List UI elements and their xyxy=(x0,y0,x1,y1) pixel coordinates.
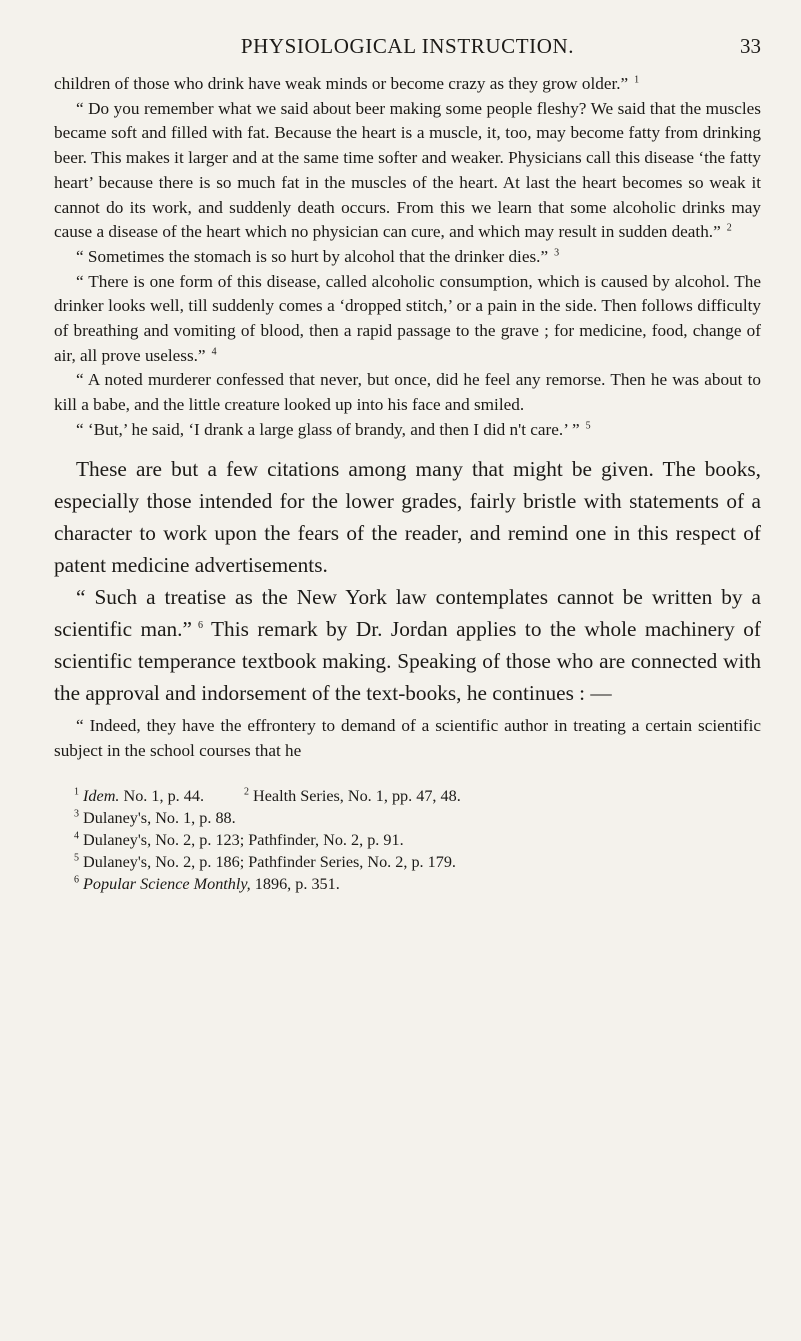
footnote-ref: 3 xyxy=(554,247,560,259)
quote-text: “ Sometimes the stomach is so hurt by alcohol that the drinker dies.” xyxy=(76,246,549,266)
footnote-row xyxy=(54,873,761,895)
quote-paragraph xyxy=(54,368,761,417)
quote-text: “ A noted murderer confessed that never, but once, did he feel any remorse. Then he was about to kill a babe, and the little creature looked up into his face and smiled. xyxy=(54,370,761,415)
body-paragraph xyxy=(54,581,761,709)
footnote-ref: 1 xyxy=(634,74,640,86)
footnote-ref: 2 xyxy=(726,222,732,234)
body-text-run: This remark by Dr. Jordan applies to the whole machinery of scientific temperance textbook making. Speaking of those who are connected with the approval and indorsement of the text-books, he continues : — xyxy=(54,616,761,705)
closing-quote xyxy=(54,713,761,763)
footnote-text: Dulaney's, No. 1, p. 88. xyxy=(83,808,236,827)
footnote-number: 3 xyxy=(74,808,79,820)
footnote-row xyxy=(54,851,761,873)
inline-quote: “ Such a treatise as the New York law contemplates cannot be written by a scientific man.” xyxy=(54,584,761,641)
quote-text: “ ‘But,’ he said, ‘I drank a large glass of brandy, and then I did n't care.’ ” xyxy=(76,419,580,439)
footnote-number: 1 xyxy=(74,786,79,798)
running-title: PHYSIOLOGICAL INSTRUCTION. xyxy=(240,34,575,58)
footnote-ref: 6 xyxy=(197,619,203,631)
footnote-number: 6 xyxy=(74,874,79,886)
footnote-row xyxy=(54,807,761,829)
quote-paragraph xyxy=(54,245,761,270)
footnote-number: 4 xyxy=(74,830,79,842)
body-text xyxy=(54,453,761,709)
footnote-text: Dulaney's, No. 2, p. 186; Pathfinder Series, No. 2, p. 179. xyxy=(83,852,456,871)
page-header xyxy=(54,34,761,72)
footnote-number: 2 xyxy=(244,786,249,798)
quote-paragraph: “ Indeed, they have the effrontery to demand of a scientific author in treating a certain scientific subject in the school courses that he xyxy=(54,715,761,760)
footnote-text: Dulaney's, No. 2, p. 123; Pathfinder, No. 2, p. 91. xyxy=(83,830,404,849)
footnote-source: Popular Science Monthly, xyxy=(83,874,251,893)
quote-paragraph xyxy=(54,72,761,97)
footnote-ref: 5 xyxy=(585,420,591,432)
quote-paragraph xyxy=(54,97,761,245)
quote-text: children of those who drink have weak minds or become crazy as they grow older.” xyxy=(54,74,629,93)
quote-text: “ There is one form of this disease, called alcoholic consumption, which is caused by alcohol. The drinker looks well, till suddenly comes a ‘dropped stitch,’ or a pain in the side. Then follows difficulty of breathing and vomiting of blood, then a rapid passage to the grave ; for medicine, food, change of air, all prove useless.” xyxy=(54,271,761,365)
quote-text: “ Do you remember what we said about beer making some people fleshy? We said that the muscles became soft and filled with fat. Because the heart is a muscle, it, too, may become fatty from drinking beer. This makes it larger and at the same time softer and weaker. Physicians call this disease ‘the fatty heart’ because there is so much fat in the muscles of the heart. At last the heart becomes so weak it cannot do its work, and suddenly death occurs. From this we learn that some alcoholic drinks may cause a disease of the heart which no physician can cure, and which may result in sudden death.” xyxy=(54,98,761,242)
footnote-row xyxy=(54,829,761,851)
quoted-citations xyxy=(54,72,761,443)
footnote-text: 1896, p. 351. xyxy=(254,874,340,893)
page-number: 33 xyxy=(740,34,761,58)
footnotes xyxy=(54,785,761,895)
quote-paragraph xyxy=(54,270,761,369)
footnote-source: Idem. xyxy=(83,786,120,805)
quote-paragraph xyxy=(54,418,761,443)
footnote-ref: 4 xyxy=(211,346,217,357)
footnote-text: No. 1, p. 44. xyxy=(123,786,204,805)
body-paragraph: These are but a few citations among many that might be given. The books, especially those intended for the lower grades, fairly bristle with statements of a character to work upon the fears of the reader, and remind one in this respect of patent medicine advertisements. xyxy=(54,456,761,577)
footnote-text: Health Series, No. 1, pp. 47, 48. xyxy=(253,786,461,805)
footnote-number: 5 xyxy=(74,852,79,864)
footnote-row xyxy=(54,785,761,807)
